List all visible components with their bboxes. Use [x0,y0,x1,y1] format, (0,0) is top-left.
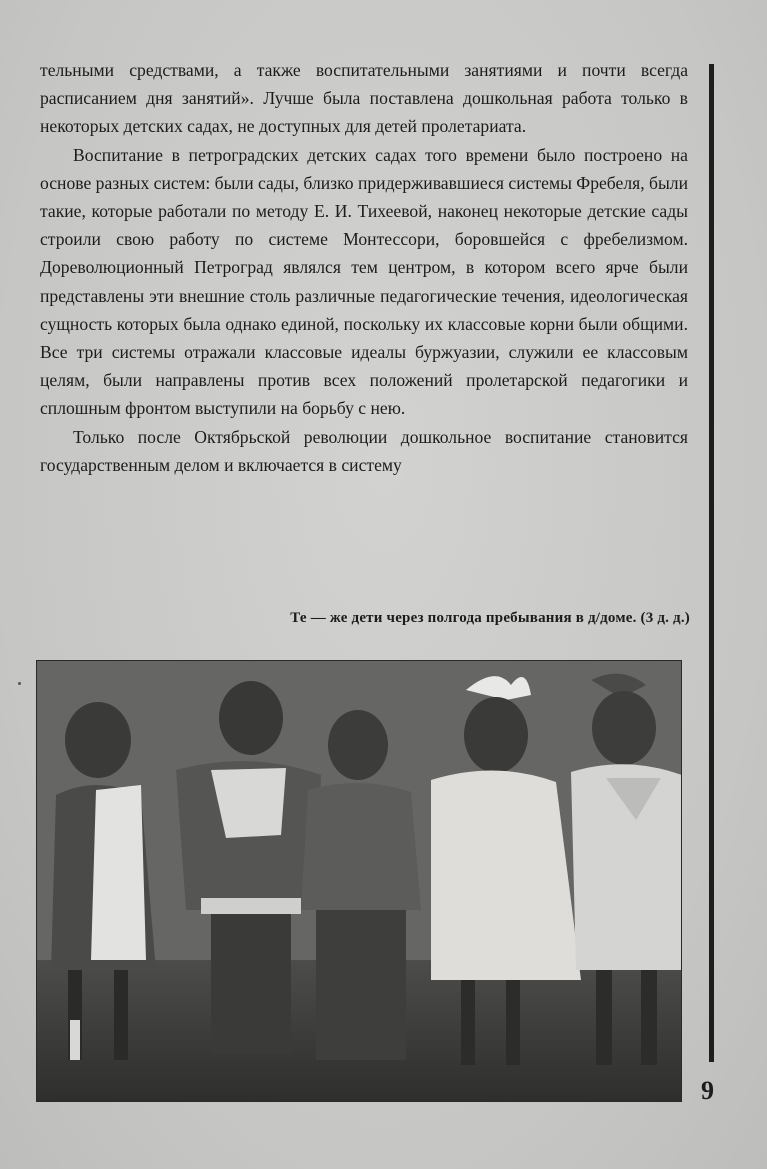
children-photo-illustration [36,660,682,1102]
margin-rule [709,64,714,1062]
paragraph-continued: тельными средствами, а также воспитательными занятиями и почти всегда расписанием дня занятий». Лучше была поставлена дошкольная работа только в некоторых детских садах, не доступных для детей пролетариата. [40,60,688,137]
paragraph-october: Только после Октябрьской революции дошкольное воспитание становится государственным делом и включается в систему [40,426,688,475]
speck [18,682,21,685]
body-text [40,56,688,479]
paragraph-systems: Воспитание в петроградских детских садах того времени было построено на основе разных систем: были сады, близко придерживавшиеся системы Фребеля, были такие, которые работали по методу Е. И. Тихеевой, наконец некоторые детские сады строили свою работу по системе Монтессори, боровшейся с фребелизмом. Дореволюционный Петроград являлся тем центром, в котором всего ярче были представлены эти внешние столь различные педагогические течения, идеологическая сущность которых была однако единой, поскольку их классовые корни были общими. Все три системы отражали классовые идеалы буржуазии, служили ее классовым целям, были направлены против всех положений пролетарской педагогики и сплошным фронтом выступили на борьбу с нею. [40,144,688,419]
page-number: 9 [701,1076,714,1105]
children-photo [36,660,682,1102]
photo-caption: Те — же дети через полгода пребывания в д/доме. (3 д. д.) [290,610,690,626]
